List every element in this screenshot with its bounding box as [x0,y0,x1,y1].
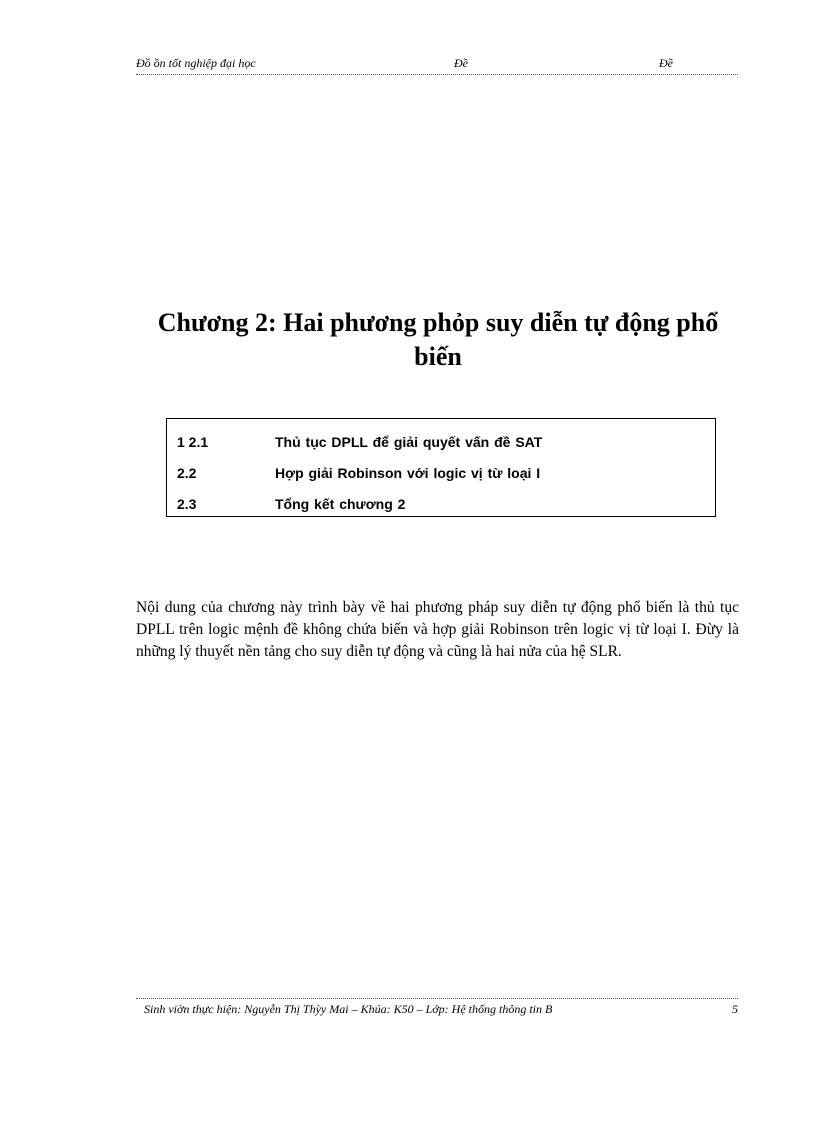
toc-entry-label: Tổng kết chương 2 [275,496,406,512]
footer-divider [136,998,738,999]
header-right-text: Đề [659,56,673,70]
chapter-title-line-1: Chương 2: Hai phương phỏp suy diễn tự động phổ [157,308,719,337]
page-footer [136,1002,738,1020]
toc-entry-number: 1 2.1 [177,434,209,450]
toc-entry-label: Hợp giải Robinson với logic vị từ loại I [275,465,541,481]
page-number: 5 [732,1002,738,1016]
toc-entry-number: 2.3 [177,496,197,512]
toc-entry-label: Thủ tục DPLL để giải quyết vấn đề SAT [275,434,543,450]
toc-entry-number: 2.2 [177,465,197,481]
chapter-intro-paragraph: Nội dung của chương này trình bày về hai phương pháp suy diễn tự động phổ biến là thủ tục DPLL trên logic mệnh đề không chứa biến và hợp giải Robinson trên logic vị từ loại I. Đừy là những lý thuyết nền tảng cho suy diễn tự động và cũng là hai nửa của hệ SLR. [136,599,739,660]
chapter-contents-box [166,418,716,517]
chapter-title [120,306,756,374]
page-header [136,56,738,74]
footer-author-text: Sinh viờn thực hiện: Nguyễn Thị Thỳy Mai – Khúa: K50 – Lớp: Hệ thống thông tin B [144,1002,553,1016]
header-middle-text: Đề [454,56,468,70]
header-divider [136,74,738,75]
chapter-title-line-2: biến [414,342,462,371]
header-left-text: Đồ ồn tốt nghiệp đại học [136,56,256,70]
